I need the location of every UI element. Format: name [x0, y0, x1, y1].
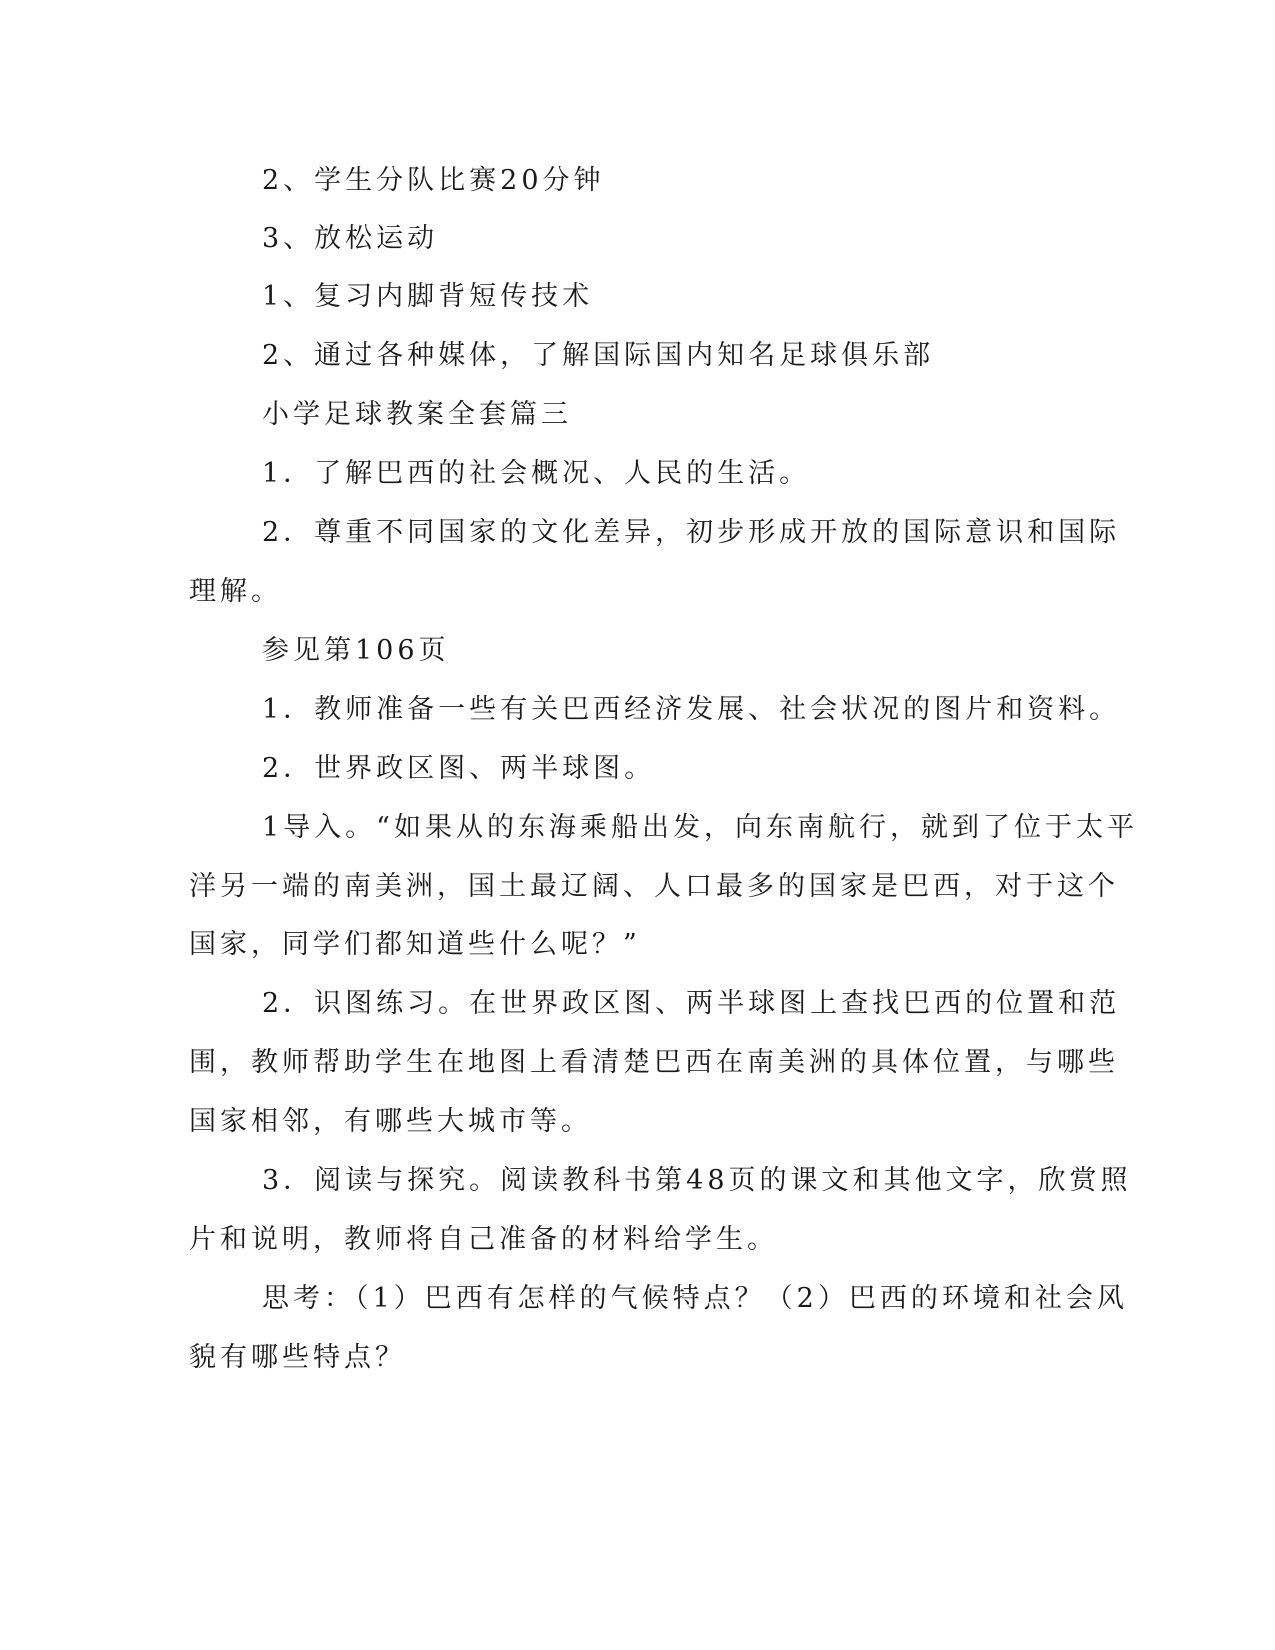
text-line: 貌有哪些特点？	[189, 1342, 406, 1373]
text-line: 2、通过各种媒体，了解国际国内知名足球俱乐部	[262, 340, 935, 371]
text-line: 片和说明，教师将自己准备的材料给学生。	[189, 1224, 778, 1255]
text-line: 3、放松运动	[262, 223, 439, 254]
text-line: 2．识图练习。在世界政区图、两半球图上查找巴西的位置和范	[262, 988, 1121, 1019]
text-line: 3．阅读与探究。阅读教科书第48页的课文和其他文字，欣赏照	[262, 1165, 1132, 1196]
text-line: 1．了解巴西的社会概况、人民的生活。	[262, 458, 811, 489]
text-line: 2．尊重不同国家的文化差异，初步形成开放的国际意识和国际	[262, 517, 1121, 548]
text-line: 国家，同学们都知道些什么呢？”	[189, 929, 641, 960]
text-line: 洋另一端的南美洲，国土最辽阔、人口最多的国家是巴西，对于这个	[189, 871, 1119, 902]
text-line: 思考：（1）巴西有怎样的气候特点？（2）巴西的环境和社会风	[262, 1283, 1128, 1314]
text-line: 1．教师准备一些有关巴西经济发展、社会状况的图片和资料。	[262, 694, 1121, 725]
text-line: 1导入。“如果从的东海乘船出发，向东南航行，就到了位于太平	[262, 812, 1138, 843]
text-line: 1、复习内脚背短传技术	[262, 281, 594, 312]
text-line: 国家相邻，有哪些大城市等。	[189, 1106, 592, 1137]
text-line: 2、学生分队比赛20分钟	[262, 165, 605, 196]
text-line: 理解。	[189, 576, 282, 607]
text-line: 2．世界政区图、两半球图。	[262, 753, 656, 784]
section-heading: 小学足球教案全套篇三	[262, 399, 572, 430]
text-line: 参见第106页	[262, 635, 450, 666]
text-line: 围，教师帮助学生在地图上看清楚巴西在南美洲的具体位置，与哪些	[189, 1047, 1119, 1078]
